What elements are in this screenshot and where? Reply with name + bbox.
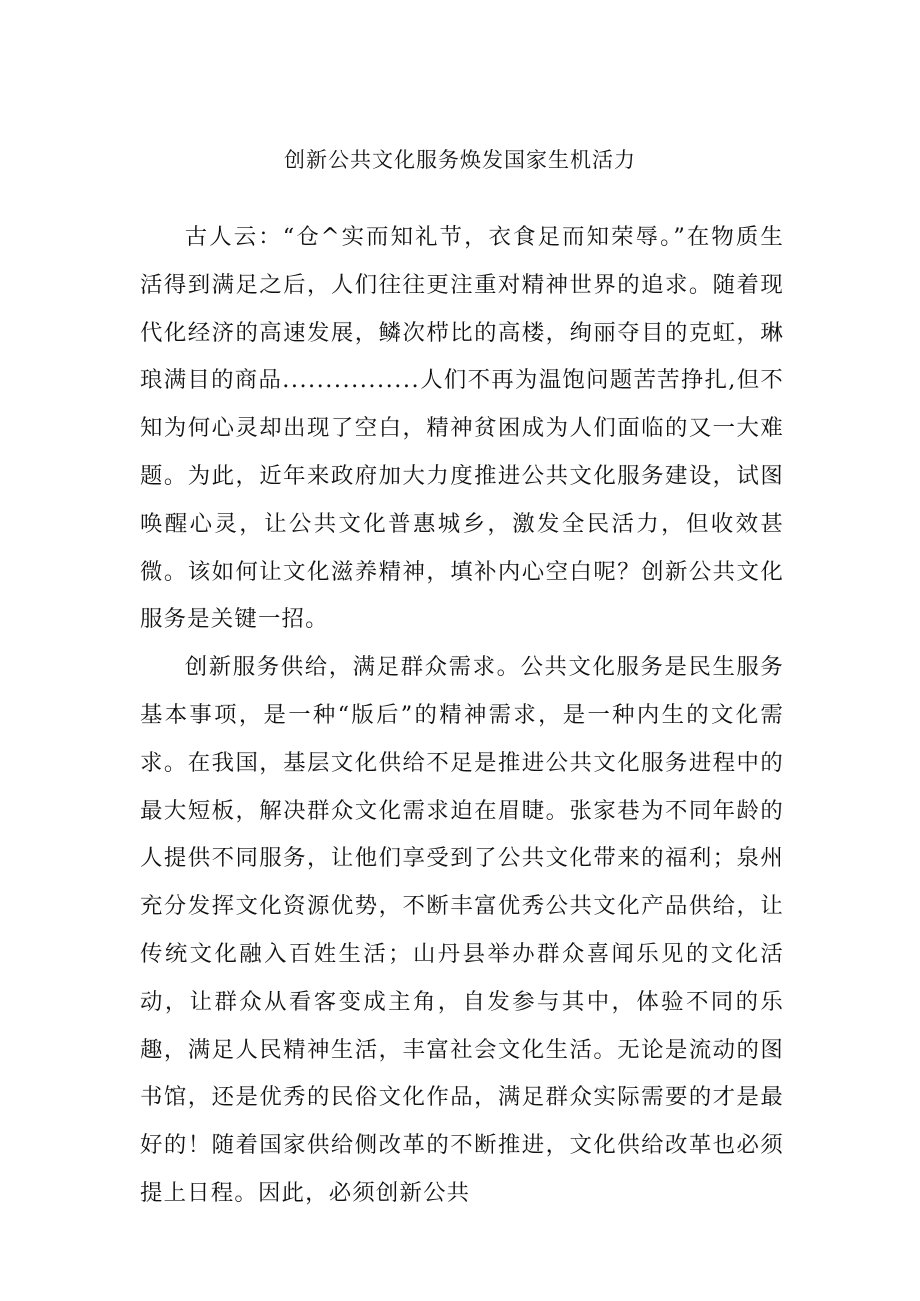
paragraph-intro-text-part1: 古人云：“仓^实而知礼节，衣食足而知荣辱。”在物质生活得到满足之后，人们往往更注重对精神世界的追求。随着现代化经济的高速发展，鳞次栉比的高楼，绚丽夺目的克虹，琳琅满目的商品	[140, 224, 784, 394]
document-title: 创新公共文化服务焕发国家生机活力	[284, 148, 636, 172]
paragraph-innovate-supply: 创新服务供给，满足群众需求。公共文化服务是民生服务基本事项，是一种“版后”的精神需求，是一种内生的文化需求。在我国，基层文化供给不足是推进公共文化服务进程中的最大短板，解决群众文化需求迫在眉睫。张家巷为不同年龄的人提供不同服务，让他们享受到了公共文化带来的福利；泉州充分发挥文化资源优势，不断丰富优秀公共文化产品供给，让传统文化融入百姓生活；山丹县举办群众喜闻乐见的文化活动，让群众从看客变成主角，自发参与其中，体验不同的乐趣，满足人民精神生活，丰富社会文化生活。无论是流动的图书馆，还是优秀的民俗文化作品，满足群众实际需要的才是最好的！随着国家供给侧改革的不断推进，文化供给改革也必须提上日程。因此，必须创新公共	[140, 654, 784, 1206]
document-body	[140, 214, 784, 1218]
paragraph-intro-text-part2: 人们不再为温饱问题苦苦挣扎,但不知为何心灵却出现了空白，精神贫困成为人们面临的又一大难题。为此，近年来政府加大力度推进公共文化服务建设，试图唤醒心灵，让公共文化普惠城乡，激发全民活力，但收效甚微。该如何让文化滋养精神，填补内心空白呢？创新公共文化服务是关键一招。	[140, 367, 784, 633]
ellipsis-dots: ................	[282, 367, 421, 394]
paragraph-intro	[140, 214, 784, 644]
